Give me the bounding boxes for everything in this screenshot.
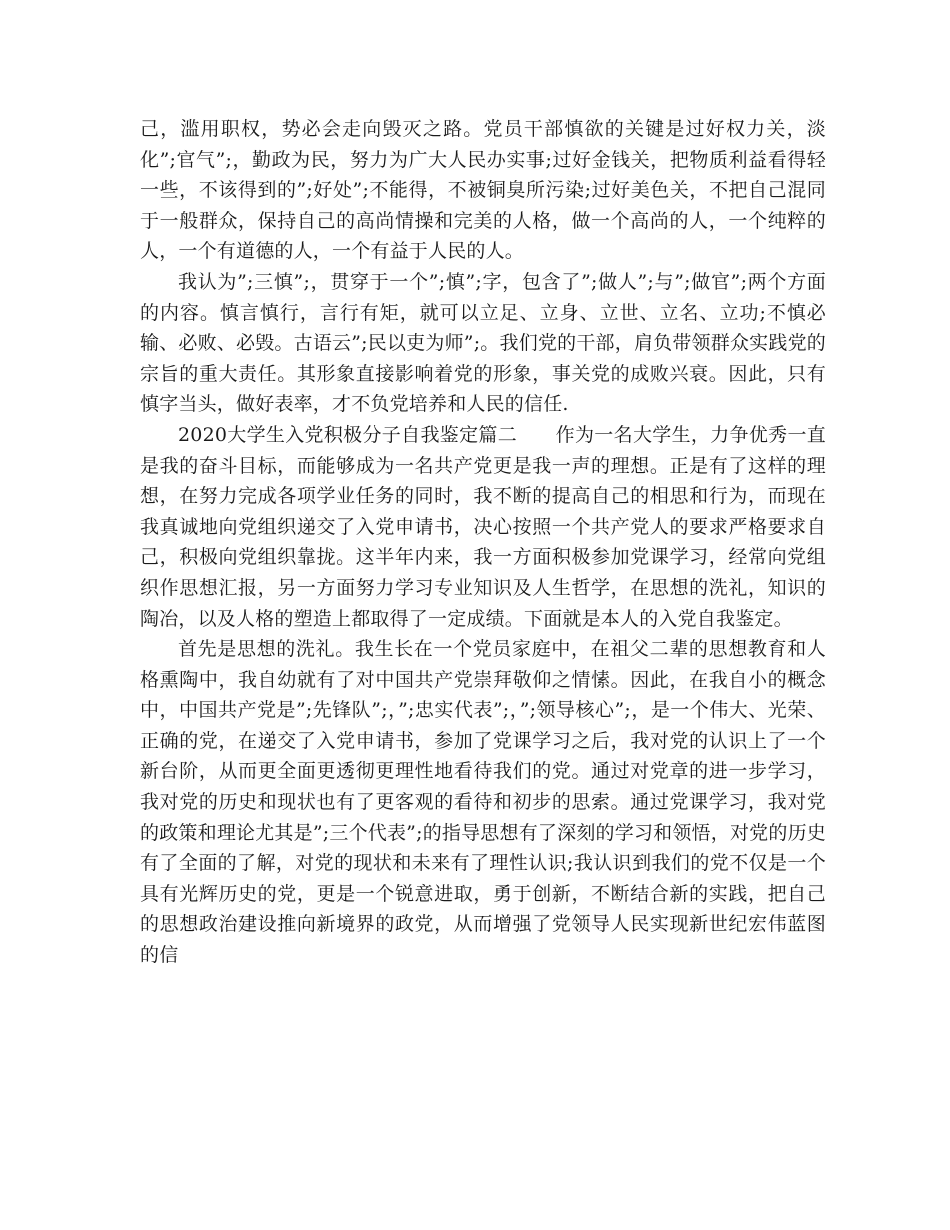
document-body (140, 114, 826, 971)
paragraph-3: 2020大学生入党积极分子自我鉴定篇二 作为一名大学生，力争优秀一直是我的奋斗目标，而能够成为一名共产党更是我一声的理想。正是有了这样的理想，在努力完成各项学业任务的同时，我不断的提高自己的相思和行为，而现在我真诚地向党组织递交了入党申请书，决心按照一个共产党人的要求严格要求自己，积极向党组织靠拢。这半年内来，我一方面积极参加党课学习，经常向党组织作思想汇报，另一方面努力学习专业知识及人生哲学，在思想的洗礼，知识的陶冶，以及人格的塑造上都取得了一定成绩。下面就是本人的入党自我鉴定。 (140, 423, 826, 630)
paragraph-2: 我认为”;三慎”;，贯穿于一个”;慎”;字，包含了”;做人”;与”;做官”;两个方面的内容。慎言慎行，言行有矩，就可以立足、立身、立世、立名、立功;不慎必输、必败、必毁。古语云”;民以吏为师”;。我们党的干部，肩负带领群众实践党的宗旨的重大责任。其形象直接影响着党的形象，事关党的成败兴衰。因此，只有慎字当头，做好表率，才不负党培养和人民的信任. (140, 270, 826, 416)
paragraph-4: 首先是思想的洗礼。我生长在一个党员家庭中，在祖父二辈的思想教育和人格熏陶中，我自幼就有了对中国共产党崇拜敬仰之情愫。因此，在我自小的概念中，中国共产党是”;先锋队”;，”;忠实代表”;，”;领导核心”;，是一个伟大、光荣、正确的党，在递交了入党申请书，参加了党课学习之后，我对党的认识上了一个新台阶，从而更全面更透彻更理性地看待我们的党。通过对党章的进一步学习，我对党的历史和现状也有了更客观的看待和初步的思索。通过党课学习，我对党的政策和理论尤其是”;三个代表”;的指导思想有了深刻的学习和领悟，对党的历史有了全面的了解，对党的现状和未来有了理性认识;我认识到我们的党不仅是一个具有光辉历史的党，更是一个锐意进取，勇于创新，不断结合新的实践，把自己的思想政治建设推向新境界的政党，从而增强了党领导人民实现新世纪宏伟蓝图的信 (140, 638, 826, 967)
paragraph-1: 己，滥用职权，势必会走向毁灭之路。党员干部慎欲的关键是过好权力关，淡化”;官气”;，勤政为民，努力为广大人民办实事;过好金钱关，把物质利益看得轻一些，不该得到的”;好处”;不能得，不被铜臭所污染;过好美色关，不把自己混同于一般群众，保持自己的高尚情操和完美的人格，做一个高尚的人，一个纯粹的人，一个有道德的人，一个有益于人民的人。 (140, 118, 826, 263)
